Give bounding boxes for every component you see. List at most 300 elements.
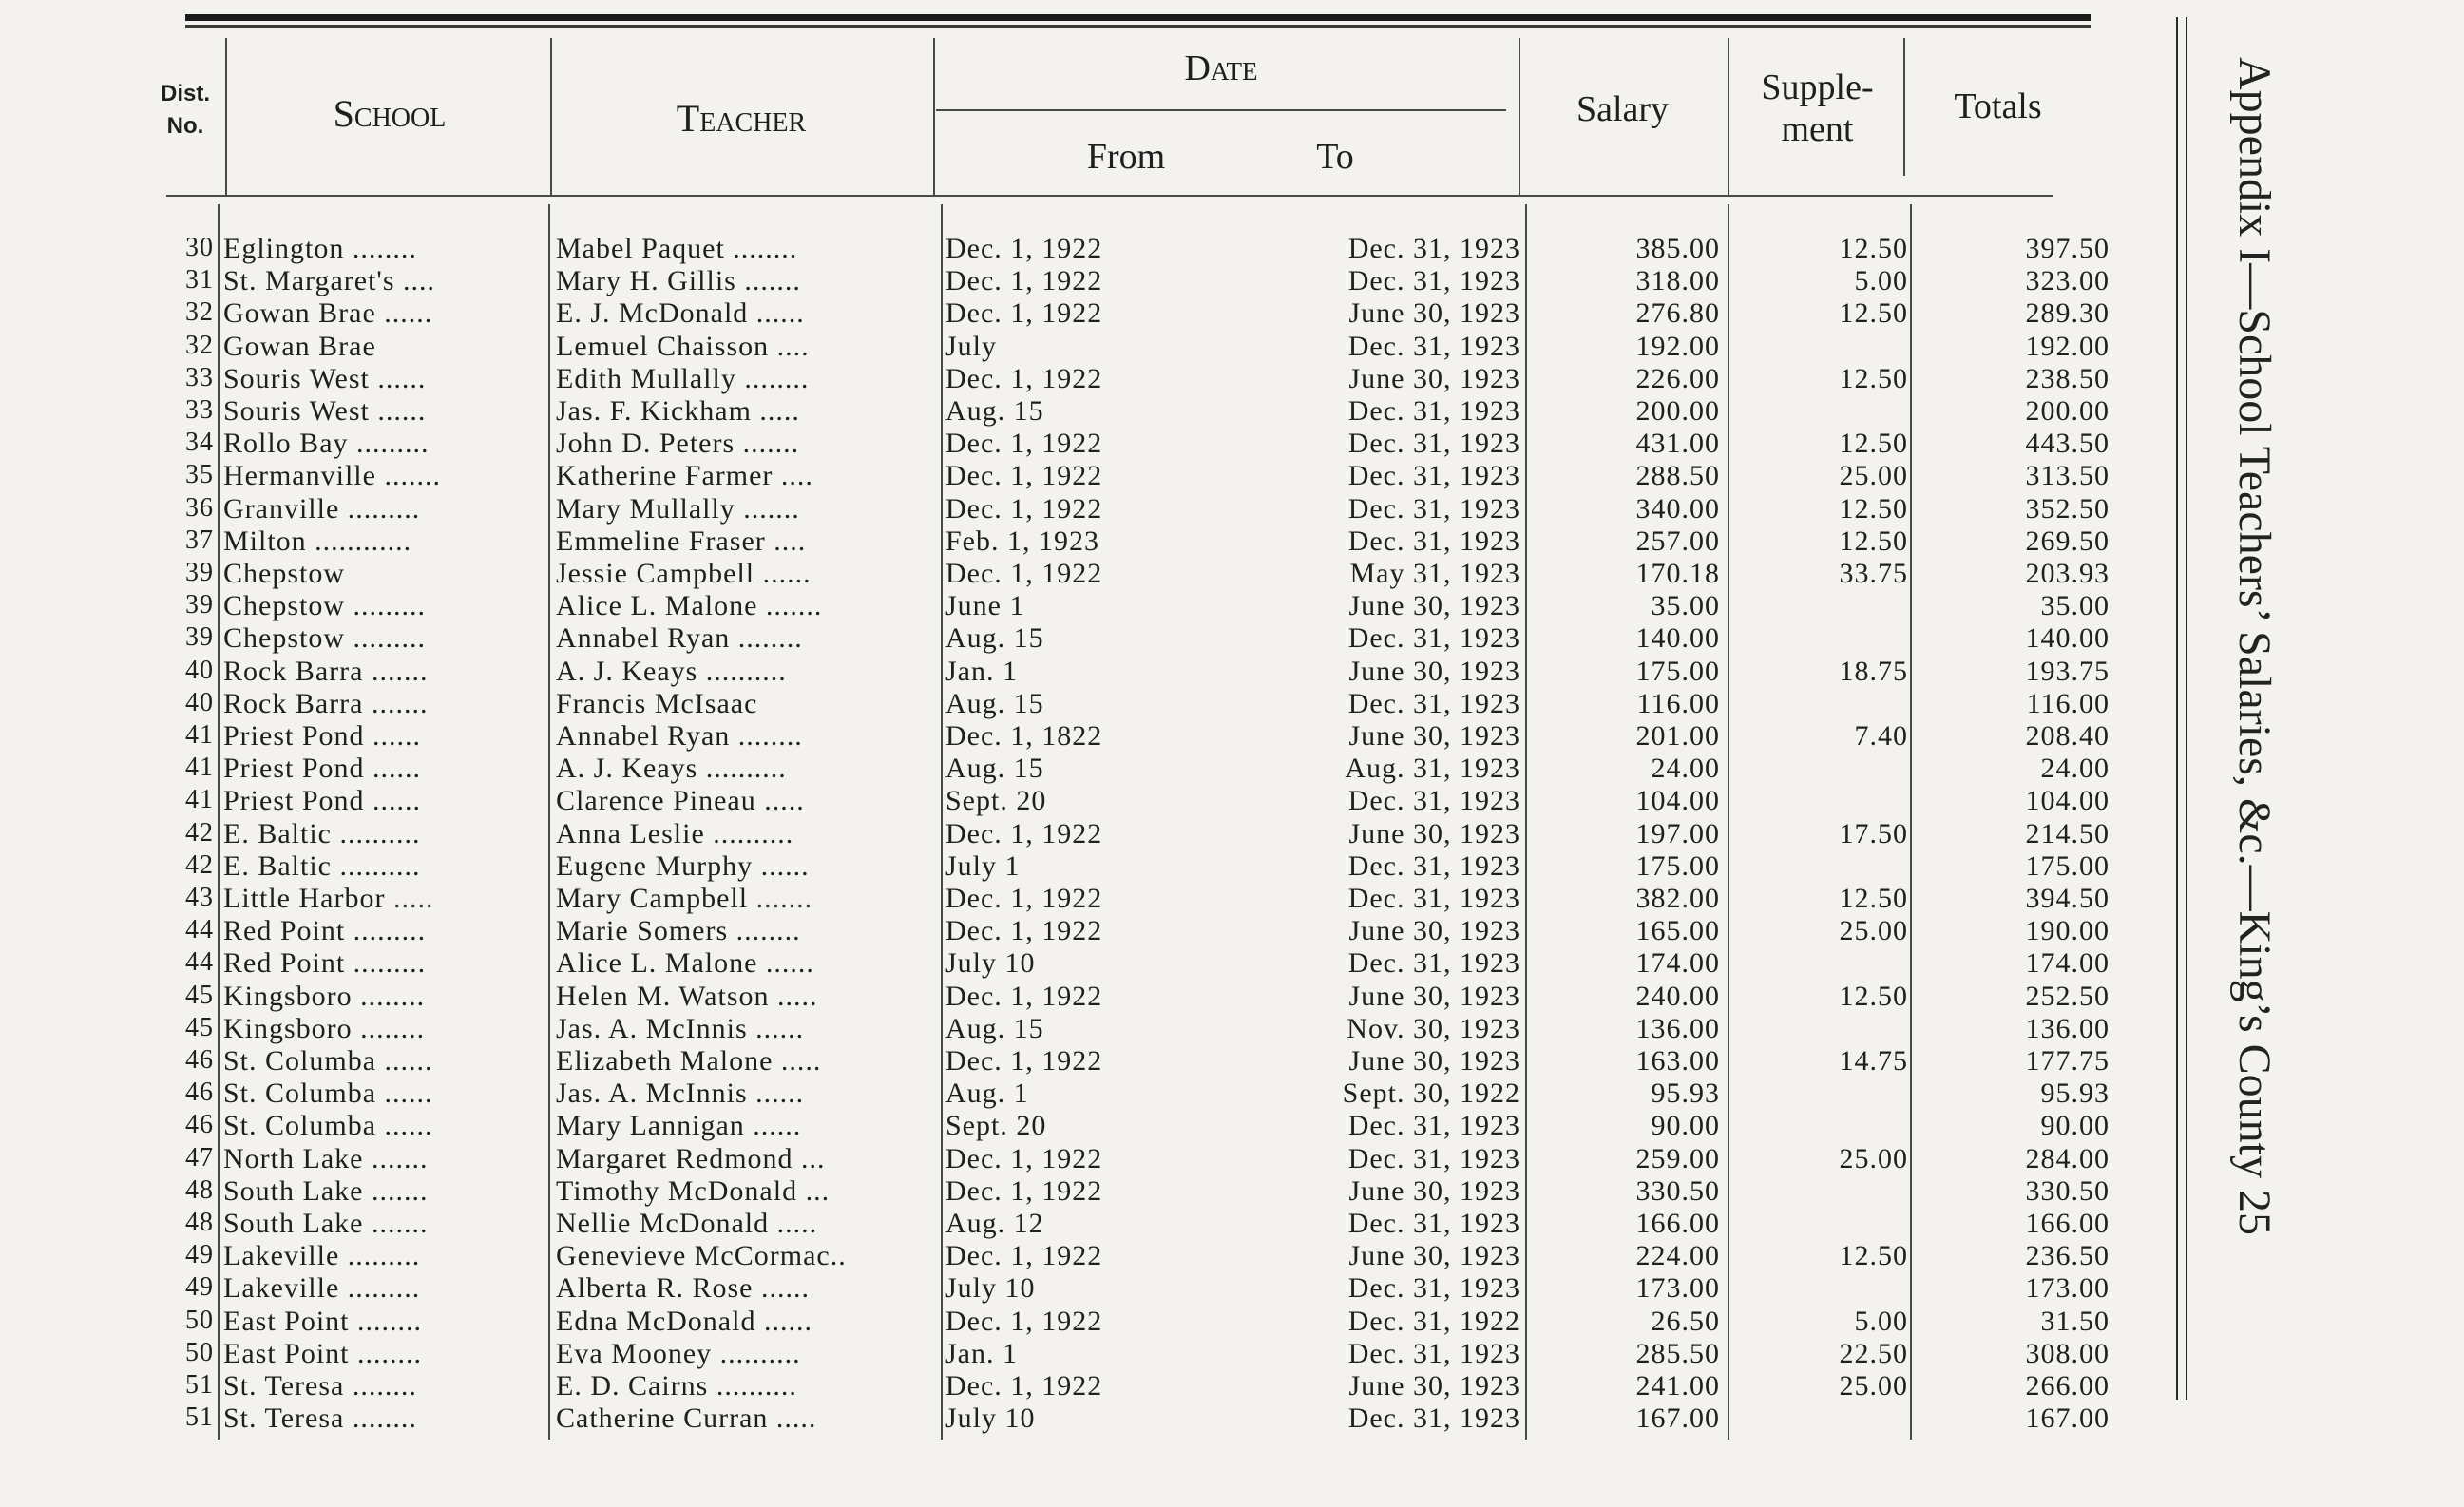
date-from: July 1 (945, 849, 1021, 882)
dist-no: 41 (185, 785, 214, 815)
salary: 35.00 (1651, 590, 1720, 622)
date-from: Sept. 20 (945, 785, 1047, 817)
side-rule-1 (2176, 17, 2178, 1400)
teacher-name: Elizabeth Malone ..... (556, 1045, 822, 1077)
date-from: Dec. 1, 1922 (945, 817, 1103, 849)
salary: 175.00 (1635, 655, 1720, 687)
date-from: Dec. 1, 1922 (945, 1305, 1103, 1337)
school-name: Souris West ...... (223, 362, 427, 394)
date-from: Dec. 1, 1922 (945, 1142, 1103, 1174)
total: 173.00 (2025, 1272, 2110, 1305)
salary: 385.00 (1635, 233, 1720, 264)
header-dist-line1: Dist. (160, 81, 210, 106)
salary: 276.80 (1635, 297, 1720, 330)
header-to: To (1316, 137, 1354, 177)
side-title-text: Appendix I—School Teachers’ Salaries, &c.—King’s County 25 (2229, 57, 2280, 1235)
salary: 241.00 (1635, 1370, 1720, 1402)
school-name: St. Margaret's .... (223, 265, 435, 297)
total: 193.75 (2025, 655, 2110, 687)
total: 140.00 (2025, 622, 2110, 655)
school-name: Eglington ........ (223, 233, 417, 264)
total: 394.50 (2025, 883, 2110, 914)
dist-no: 44 (185, 947, 214, 978)
col-rule-h1 (225, 38, 227, 195)
supplement: 14.75 (1839, 1045, 1908, 1077)
supplement: 7.40 (1854, 720, 1908, 752)
school-name: St. Columba ...... (223, 1045, 433, 1077)
dist-no: 39 (185, 622, 214, 653)
dist-no: 36 (185, 492, 214, 523)
col-rule-b2 (548, 204, 550, 1440)
supplement: 12.50 (1839, 362, 1908, 394)
supplement: 5.00 (1854, 265, 1908, 297)
col-rule-h2 (550, 38, 552, 195)
date-to: Dec. 31, 1923 (1347, 1272, 1520, 1305)
total: 238.50 (2025, 362, 2110, 394)
date-to: Aug. 31, 1923 (1345, 753, 1520, 785)
date-from: June 1 (945, 590, 1025, 622)
salary: 170.18 (1635, 558, 1720, 589)
date-to: May 31, 1923 (1349, 558, 1520, 589)
teacher-name: E. D. Cairns .......... (556, 1370, 797, 1402)
date-to: Dec. 31, 1923 (1347, 233, 1520, 264)
salary: 104.00 (1635, 785, 1720, 817)
total: 104.00 (2025, 785, 2110, 817)
total: 266.00 (2025, 1370, 2110, 1402)
teacher-name: A. J. Keays .......... (556, 753, 787, 785)
salary: 340.00 (1635, 492, 1720, 525)
date-from: Dec. 1, 1922 (945, 915, 1103, 947)
total: 175.00 (2025, 849, 2110, 882)
date-from: Dec. 1, 1922 (945, 1174, 1103, 1207)
date-to: Sept. 30, 1922 (1342, 1078, 1520, 1110)
total: 352.50 (2025, 492, 2110, 525)
supplement: 12.50 (1839, 428, 1908, 460)
school-name: St. Teresa ........ (223, 1370, 417, 1402)
dist-no: 41 (185, 720, 214, 750)
teacher-name: Eva Mooney .......... (556, 1337, 801, 1369)
total: 31.50 (2040, 1305, 2110, 1337)
date-to: June 30, 1923 (1348, 1174, 1520, 1207)
supplement: 12.50 (1839, 980, 1908, 1012)
date-from: Aug. 15 (945, 687, 1044, 719)
total: 330.50 (2025, 1174, 2110, 1207)
date-to: June 30, 1923 (1348, 915, 1520, 947)
total: 116.00 (2026, 687, 2110, 719)
date-to: June 30, 1923 (1348, 362, 1520, 394)
header-salary: Salary (1576, 89, 1670, 129)
date-to: Dec. 31, 1923 (1347, 395, 1520, 427)
teacher-name: Jas. A. McInnis ...... (556, 1012, 805, 1044)
school-name: Rock Barra ....... (223, 687, 429, 719)
date-to: June 30, 1923 (1348, 1240, 1520, 1272)
date-to: Dec. 31, 1923 (1347, 492, 1520, 525)
total: 289.30 (2025, 297, 2110, 330)
dist-no: 37 (185, 525, 214, 555)
salary: 197.00 (1635, 817, 1720, 849)
teacher-name: E. J. McDonald ...... (556, 297, 805, 330)
date-from: Dec. 1, 1922 (945, 980, 1103, 1012)
date-from: Dec. 1, 1922 (945, 428, 1103, 460)
date-to: Dec. 31, 1923 (1347, 849, 1520, 882)
total: 190.00 (2025, 915, 2110, 947)
col-rule-h5 (1728, 38, 1729, 195)
date-from: July (945, 330, 998, 362)
col-rule-h3 (933, 38, 935, 195)
dist-no: 32 (185, 330, 214, 360)
teacher-name: Catherine Curran ..... (556, 1402, 817, 1435)
supplement: 25.00 (1839, 1142, 1908, 1174)
header-school: School (333, 92, 447, 135)
date-to: Dec. 31, 1923 (1347, 1142, 1520, 1174)
supplement: 12.50 (1839, 492, 1908, 525)
dist-no: 32 (185, 297, 214, 328)
school-name: Granville ......... (223, 492, 421, 525)
teacher-name: Nellie McDonald ..... (556, 1208, 818, 1239)
header-supplement-line1: Supple- (1761, 67, 1874, 107)
teacher-name: Margaret Redmond ... (556, 1142, 826, 1174)
dist-no: 49 (185, 1240, 214, 1270)
date-from: Dec. 1, 1922 (945, 1370, 1103, 1402)
teacher-name: Jas. A. McInnis ...... (556, 1078, 805, 1110)
header-bottom-rule (166, 195, 2053, 197)
header-from: From (1086, 137, 1166, 177)
school-name: St. Teresa ........ (223, 1402, 417, 1435)
total: 35.00 (2040, 590, 2110, 622)
school-name: Gowan Brae (223, 330, 376, 362)
dist-no: 42 (185, 817, 214, 848)
top-rule (185, 14, 2091, 21)
school-name: Gowan Brae ...... (223, 297, 433, 330)
school-name: South Lake ....... (223, 1208, 429, 1239)
date-to: June 30, 1923 (1348, 817, 1520, 849)
school-name: Priest Pond ...... (223, 720, 422, 752)
total: 323.00 (2025, 265, 2110, 297)
teacher-name: Francis McIsaac (556, 687, 758, 719)
school-name: E. Baltic .......... (223, 849, 421, 882)
salary: 382.00 (1635, 883, 1720, 914)
date-from: Sept. 20 (945, 1110, 1047, 1142)
school-name: Priest Pond ...... (223, 753, 422, 785)
supplement: 5.00 (1854, 1305, 1908, 1337)
teacher-name: Mabel Paquet ........ (556, 233, 798, 264)
salary: 167.00 (1635, 1402, 1720, 1435)
date-to: Dec. 31, 1923 (1347, 460, 1520, 492)
school-name: Chepstow ......... (223, 590, 426, 622)
salary: 173.00 (1635, 1272, 1720, 1305)
date-to: Dec. 31, 1923 (1347, 1110, 1520, 1142)
date-from: Dec. 1, 1922 (945, 558, 1103, 589)
dist-no: 40 (185, 687, 214, 717)
total: 214.50 (2025, 817, 2110, 849)
date-from: Dec. 1, 1922 (945, 1045, 1103, 1077)
date-to: Dec. 31, 1923 (1347, 265, 1520, 297)
date-to: June 30, 1923 (1348, 720, 1520, 752)
teacher-name: Edna McDonald ...... (556, 1305, 812, 1337)
dist-no: 50 (185, 1305, 214, 1335)
salary: 318.00 (1635, 265, 1720, 297)
date-from: July 10 (945, 947, 1036, 980)
total: 269.50 (2025, 525, 2110, 557)
date-to: Dec. 31, 1923 (1347, 622, 1520, 655)
dist-no: 33 (185, 395, 214, 425)
dist-no: 46 (185, 1110, 214, 1140)
dist-no: 34 (185, 428, 214, 458)
date-from: July 10 (945, 1272, 1036, 1305)
header-teacher: Teacher (676, 97, 807, 140)
total: 174.00 (2025, 947, 2110, 980)
teacher-name: Lemuel Chaisson .... (556, 330, 810, 362)
school-name: Little Harbor ..... (223, 883, 434, 914)
total: 167.00 (2025, 1402, 2110, 1435)
date-to: Dec. 31, 1923 (1347, 785, 1520, 817)
supplement: 25.00 (1839, 915, 1908, 947)
school-name: Lakeville ......... (223, 1240, 421, 1272)
school-name: Chepstow (223, 558, 345, 589)
date-from: Aug. 15 (945, 622, 1044, 655)
col-rule-h4 (1519, 38, 1520, 195)
date-to: Dec. 31, 1923 (1347, 947, 1520, 980)
supplement: 22.50 (1839, 1337, 1908, 1369)
school-name: North Lake ....... (223, 1142, 429, 1174)
total: 236.50 (2025, 1240, 2110, 1272)
salary: 330.50 (1635, 1174, 1720, 1207)
total: 136.00 (2025, 1012, 2110, 1044)
school-name: Red Point ......... (223, 915, 427, 947)
date-from: Dec. 1, 1922 (945, 233, 1103, 264)
total: 208.40 (2025, 720, 2110, 752)
top-rule-thin (185, 25, 2091, 28)
school-name: South Lake ....... (223, 1174, 429, 1207)
date-to: June 30, 1923 (1348, 980, 1520, 1012)
school-name: Priest Pond ...... (223, 785, 422, 817)
teacher-name: Mary H. Gillis ....... (556, 265, 801, 297)
dist-no: 50 (185, 1337, 214, 1367)
school-name: Hermanville ....... (223, 460, 441, 492)
salary: 192.00 (1635, 330, 1720, 362)
total: 252.50 (2025, 980, 2110, 1012)
date-from: Dec. 1, 1922 (945, 265, 1103, 297)
teacher-name: Annabel Ryan ........ (556, 622, 803, 655)
school-name: Kingsboro ........ (223, 980, 426, 1012)
date-from: July 10 (945, 1402, 1036, 1435)
dist-no: 45 (185, 1012, 214, 1042)
teacher-name: Genevieve McCormac.. (556, 1240, 847, 1272)
date-from: Dec. 1, 1922 (945, 362, 1103, 394)
salary: 140.00 (1635, 622, 1720, 655)
dist-no: 48 (185, 1174, 214, 1205)
teacher-name: A. J. Keays .......... (556, 655, 787, 687)
salary: 163.00 (1635, 1045, 1720, 1077)
date-from: Aug. 15 (945, 395, 1044, 427)
teacher-name: Mary Lannigan ...... (556, 1110, 802, 1142)
teacher-name: Clarence Pineau ..... (556, 785, 805, 817)
school-name: Milton ............ (223, 525, 412, 557)
date-to: June 30, 1923 (1348, 1370, 1520, 1402)
dist-no: 42 (185, 849, 214, 880)
supplement: 33.75 (1839, 558, 1908, 589)
salary: 288.50 (1635, 460, 1720, 492)
supplement: 12.50 (1839, 525, 1908, 557)
date-to: Dec. 31, 1922 (1347, 1305, 1520, 1337)
teacher-name: Timothy McDonald ... (556, 1174, 831, 1207)
col-rule-b3 (941, 204, 943, 1440)
salary: 90.00 (1651, 1110, 1720, 1142)
date-from: Dec. 1, 1922 (945, 492, 1103, 525)
date-to: June 30, 1923 (1348, 297, 1520, 330)
side-title (2214, 57, 2290, 1454)
teacher-name: Alice L. Malone ....... (556, 590, 823, 622)
teacher-name: Mary Mullally ....... (556, 492, 800, 525)
supplement: 17.50 (1839, 817, 1908, 849)
total: 284.00 (2025, 1142, 2110, 1174)
dist-no: 47 (185, 1142, 214, 1173)
date-from: Dec. 1, 1922 (945, 883, 1103, 914)
total: 443.50 (2025, 428, 2110, 460)
teacher-name: Alice L. Malone ...... (556, 947, 814, 980)
dist-no: 35 (185, 460, 214, 490)
date-from: Dec. 1, 1922 (945, 460, 1103, 492)
dist-no: 45 (185, 980, 214, 1010)
salary: 257.00 (1635, 525, 1720, 557)
dist-no: 41 (185, 753, 214, 783)
header-supplement (1729, 67, 1905, 150)
date-divider (936, 109, 1506, 111)
date-from: Aug. 1 (945, 1078, 1029, 1110)
date-to: Dec. 31, 1923 (1347, 330, 1520, 362)
supplement: 12.50 (1839, 233, 1908, 264)
salary: 26.50 (1651, 1305, 1720, 1337)
teacher-name: Mary Campbell ....... (556, 883, 813, 914)
teacher-name: John D. Peters ....... (556, 428, 800, 460)
dist-no: 43 (185, 883, 214, 912)
supplement: 12.50 (1839, 297, 1908, 330)
total: 313.50 (2025, 460, 2110, 492)
teacher-name: Anna Leslie .......... (556, 817, 794, 849)
total: 397.50 (2025, 233, 2110, 264)
date-to: June 30, 1923 (1348, 655, 1520, 687)
teacher-name: Helen M. Watson ..... (556, 980, 818, 1012)
teacher-name: Katherine Farmer .... (556, 460, 813, 492)
school-name: Souris West ...... (223, 395, 427, 427)
col-rule-b1 (218, 204, 220, 1440)
school-name: Kingsboro ........ (223, 1012, 426, 1044)
total: 308.00 (2025, 1337, 2110, 1369)
dist-no: 39 (185, 590, 214, 620)
salary: 165.00 (1635, 915, 1720, 947)
teacher-name: Annabel Ryan ........ (556, 720, 803, 752)
salary: 174.00 (1635, 947, 1720, 980)
dist-no: 51 (185, 1370, 214, 1400)
total: 166.00 (2025, 1208, 2110, 1239)
date-to: June 30, 1923 (1348, 590, 1520, 622)
salary: 431.00 (1635, 428, 1720, 460)
dist-no: 30 (185, 233, 214, 262)
total: 192.00 (2025, 330, 2110, 362)
date-to: Dec. 31, 1923 (1347, 525, 1520, 557)
dist-no: 40 (185, 655, 214, 685)
date-to: Dec. 31, 1923 (1347, 428, 1520, 460)
total: 177.75 (2025, 1045, 2110, 1077)
teacher-name: Alberta R. Rose ...... (556, 1272, 810, 1305)
dist-no: 39 (185, 558, 214, 587)
total: 203.93 (2025, 558, 2110, 589)
date-to: Dec. 31, 1923 (1347, 1402, 1520, 1435)
school-name: St. Columba ...... (223, 1078, 433, 1110)
dist-no: 46 (185, 1078, 214, 1108)
teacher-name: Edith Mullally ........ (556, 362, 810, 394)
supplement: 12.50 (1839, 1240, 1908, 1272)
supplement: 12.50 (1839, 883, 1908, 914)
dist-no: 48 (185, 1208, 214, 1237)
date-to: Nov. 30, 1923 (1347, 1012, 1520, 1044)
header-dist-no (157, 78, 214, 143)
header-supplement-line2: ment (1781, 109, 1854, 149)
dist-no: 51 (185, 1402, 214, 1433)
dist-no: 33 (185, 362, 214, 392)
date-from: Aug. 12 (945, 1208, 1044, 1239)
header-totals: Totals (1954, 86, 2042, 126)
date-to: June 30, 1923 (1348, 1045, 1520, 1077)
salary: 166.00 (1635, 1208, 1720, 1239)
date-from: Jan. 1 (945, 1337, 1018, 1369)
teacher-name: Marie Somers ........ (556, 915, 801, 947)
col-rule-h6 (1903, 38, 1905, 176)
total: 90.00 (2040, 1110, 2110, 1142)
salary: 200.00 (1635, 395, 1720, 427)
school-name: St. Columba ...... (223, 1110, 433, 1142)
dist-no: 46 (185, 1045, 214, 1075)
salary: 226.00 (1635, 362, 1720, 394)
school-name: Red Point ......... (223, 947, 427, 980)
salary: 285.50 (1635, 1337, 1720, 1369)
header-date: Date (1184, 48, 1258, 88)
supplement: 25.00 (1839, 1370, 1908, 1402)
teacher-name: Jas. F. Kickham ..... (556, 395, 800, 427)
dist-no: 49 (185, 1272, 214, 1303)
supplement: 18.75 (1839, 655, 1908, 687)
salary: 175.00 (1635, 849, 1720, 882)
school-name: Rock Barra ....... (223, 655, 429, 687)
date-from: Dec. 1, 1922 (945, 297, 1103, 330)
date-from: Dec. 1, 1822 (945, 720, 1103, 752)
school-name: Chepstow ......... (223, 622, 426, 655)
school-name: East Point ........ (223, 1337, 423, 1369)
dist-no: 31 (185, 265, 214, 296)
date-from: Aug. 15 (945, 753, 1044, 785)
teacher-name: Emmeline Fraser .... (556, 525, 807, 557)
school-name: Lakeville ......... (223, 1272, 421, 1305)
total: 24.00 (2040, 753, 2110, 785)
side-rule-2 (2186, 17, 2187, 1400)
salary: 116.00 (1636, 687, 1720, 719)
date-to: Dec. 31, 1923 (1347, 1208, 1520, 1239)
date-from: Jan. 1 (945, 655, 1018, 687)
salary: 95.93 (1651, 1078, 1720, 1110)
school-name: E. Baltic .......... (223, 817, 421, 849)
date-to: Dec. 31, 1923 (1347, 687, 1520, 719)
teacher-name: Eugene Murphy ...... (556, 849, 810, 882)
total: 200.00 (2025, 395, 2110, 427)
date-to: Dec. 31, 1923 (1347, 883, 1520, 914)
salary: 136.00 (1635, 1012, 1720, 1044)
salary: 224.00 (1635, 1240, 1720, 1272)
dist-no: 44 (185, 915, 214, 945)
school-name: East Point ........ (223, 1305, 423, 1337)
total: 95.93 (2040, 1078, 2110, 1110)
supplement: 25.00 (1839, 460, 1908, 492)
date-from: Aug. 15 (945, 1012, 1044, 1044)
